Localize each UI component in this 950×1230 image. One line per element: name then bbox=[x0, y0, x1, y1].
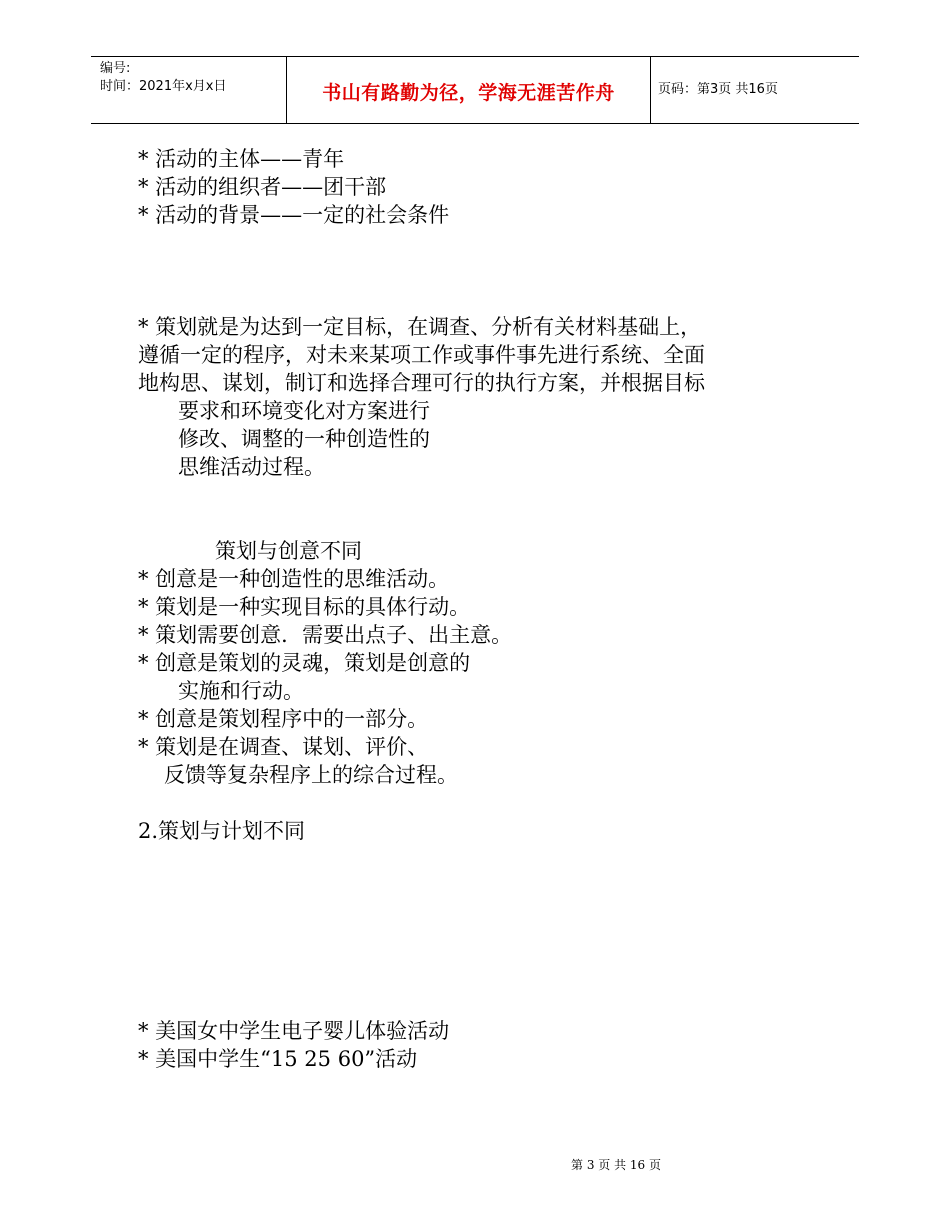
bullet-item-continuation: 反馈等复杂程序上的综合过程。 bbox=[164, 763, 458, 787]
example-item: * 美国女中学生电子婴儿体验活动 bbox=[138, 1019, 450, 1043]
section-heading: 2.策划与计划不同 bbox=[138, 819, 306, 843]
definition-line: 要求和环境变化对方案进行 bbox=[178, 399, 430, 423]
page-header bbox=[91, 56, 859, 124]
bullet-item-continuation: 实施和行动。 bbox=[178, 679, 304, 703]
definition-line: 地构思、谋划，制订和选择合理可行的执行方案，并根据目标 bbox=[138, 371, 705, 395]
bullet-item: * 策划是一种实现目标的具体行动。 bbox=[138, 595, 471, 619]
bullet-item: * 策划是在调查、谋划、评价、 bbox=[138, 735, 429, 759]
definition-line: 思维活动过程。 bbox=[178, 455, 325, 479]
page-footer: 第 3 页 共 16 页 bbox=[571, 1158, 661, 1172]
definition-line: * 策划就是为达到一定目标，在调查、分析有关材料基础上， bbox=[138, 315, 702, 339]
bullet-item: * 创意是策划程序中的一部分。 bbox=[138, 707, 429, 731]
document-time-label: 时间：2021年x月x日 bbox=[100, 79, 227, 94]
bullet-item: * 活动的主体——青年 bbox=[138, 147, 345, 171]
header-left-cell bbox=[91, 57, 286, 123]
definition-line: 修改、调整的一种创造性的 bbox=[178, 427, 430, 451]
section-heading: 策划与创意不同 bbox=[215, 539, 362, 563]
bullet-item: * 创意是一种创造性的思维活动。 bbox=[138, 567, 450, 591]
definition-line: 遵循一定的程序，对未来某项工作或事件事先进行系统、全面 bbox=[138, 343, 705, 367]
header-motto-cell bbox=[286, 57, 651, 123]
bullet-item: * 活动的背景——一定的社会条件 bbox=[138, 203, 450, 227]
example-item: * 美国中学生“15 25 60”活动 bbox=[138, 1047, 418, 1071]
bullet-item: * 策划需要创意．需要出点子、出主意。 bbox=[138, 623, 513, 647]
header-page-info: 页码：第3页 共16页 bbox=[658, 82, 778, 97]
bullet-item: * 创意是策划的灵魂，策划是创意的 bbox=[138, 651, 471, 675]
bullet-item: * 活动的组织者——团干部 bbox=[138, 175, 387, 199]
document-number-label: 编号: bbox=[100, 61, 131, 76]
header-right-cell bbox=[650, 57, 859, 123]
header-motto: 书山有路勤为径，学海无涯苦作舟 bbox=[322, 82, 615, 104]
